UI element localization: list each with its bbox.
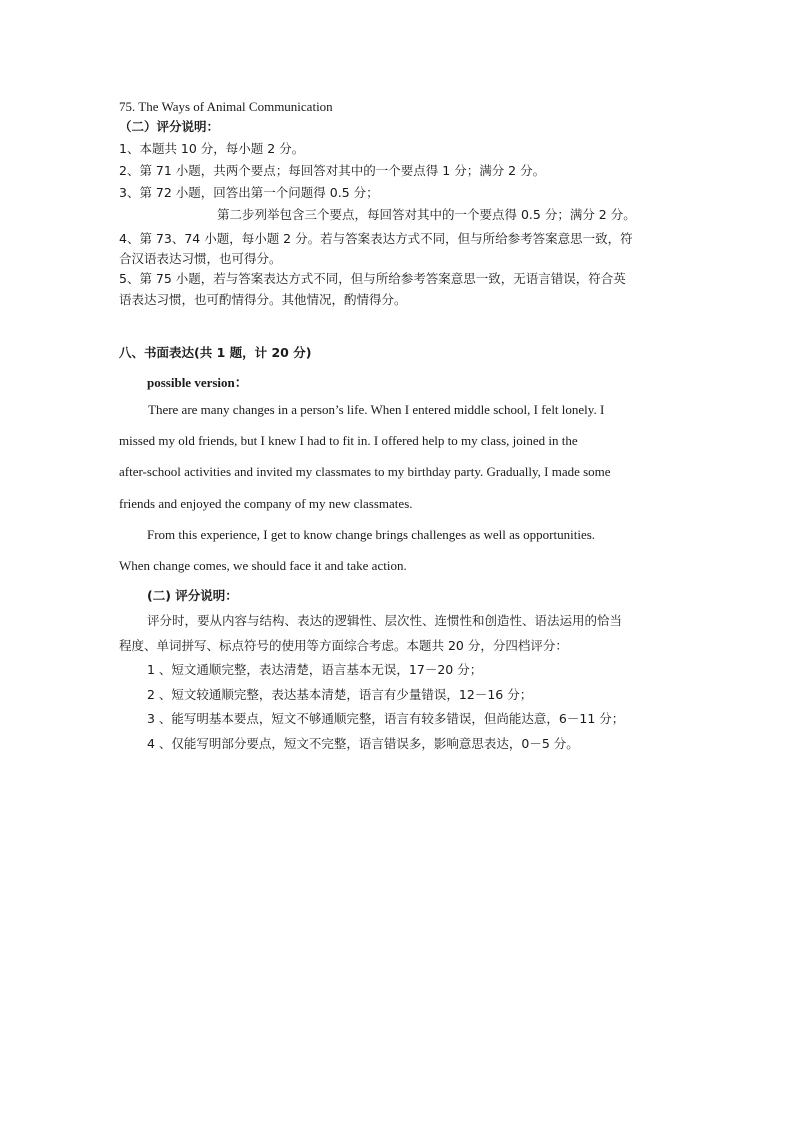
scoring-item: 2、第 71 小题，共两个要点；每回答对其中的一个要点得 1 分；满分 2 分。 [119, 163, 546, 178]
essay-line: after-school activities and invited my classmates to my birthday party. Gradually, I made some [119, 464, 611, 479]
scoring-item: 语表达习惯，也可酌情得分。其他情况，酌情得分。 [119, 292, 407, 307]
scoring-level: 4 、仅能写明部分要点，短文不完整，语言错误多，影响意思表达，0－5 分。 [147, 736, 579, 751]
scoring-item: 合汉语表达习惯，也可得分。 [119, 251, 282, 266]
scoring-level: 2 、短文较通顺完整，表达基本清楚，语言有少量错误，12－16 分； [147, 687, 533, 702]
section-8-title: 八、书面表达(共 1 题，计 20 分) [119, 345, 312, 360]
essay-line: From this experience, I get to know change brings challenges as well as opportunities. [147, 527, 596, 542]
scoring-intro-line: 程度、单词拼写、标点符号的使用等方面综合考虑。本题共 20 分，分四档评分： [119, 638, 568, 653]
essay-line: When change comes, we should face it and take action. [119, 558, 407, 573]
scoring-item: 5、第 75 小题，若与答案表达方式不同，但与所给参考答案意思一致，无语言错误，符合英 [119, 271, 626, 286]
scoring-intro-line: 评分时，要从内容与结构、表达的逻辑性、层次性、连惯性和创造性、语法运用的恰当 [147, 613, 623, 628]
scoring-item: 3、第 72 小题，回答出第一个问题得 0.5 分； [119, 185, 379, 200]
essay-line: friends and enjoyed the company of my new classmates. [119, 496, 413, 511]
essay-line: There are many changes in a person’s life. When I entered middle school, I felt lonely. I [148, 402, 605, 417]
scoring-heading-2: (二) 评分说明： [147, 588, 238, 603]
scoring-heading-1: （二）评分说明： [119, 119, 220, 134]
scoring-level: 1 、短文通顺完整，表达清楚，语言基本无误，17－20 分； [147, 662, 483, 677]
essay-line: missed my old friends, but I knew I had to fit in. I offered help to my class, joined in the [119, 433, 578, 448]
scoring-item: 第二步列举包含三个要点，每回答对其中的一个要点得 0.5 分；满分 2 分。 [217, 207, 636, 222]
scoring-level: 3 、能写明基本要点，短文不够通顺完整，语言有较多错误，但尚能达意，6－11 分； [147, 711, 625, 726]
scoring-item: 4、第 73、74 小题，每小题 2 分。若与答案表达方式不同，但与所给参考答案意思一致，符 [119, 231, 633, 246]
q75-answer: 75. The Ways of Animal Communication [119, 99, 333, 114]
scoring-item: 1、本题共 10 分，每小题 2 分。 [119, 141, 305, 156]
possible-version-label: possible version： [147, 375, 248, 390]
